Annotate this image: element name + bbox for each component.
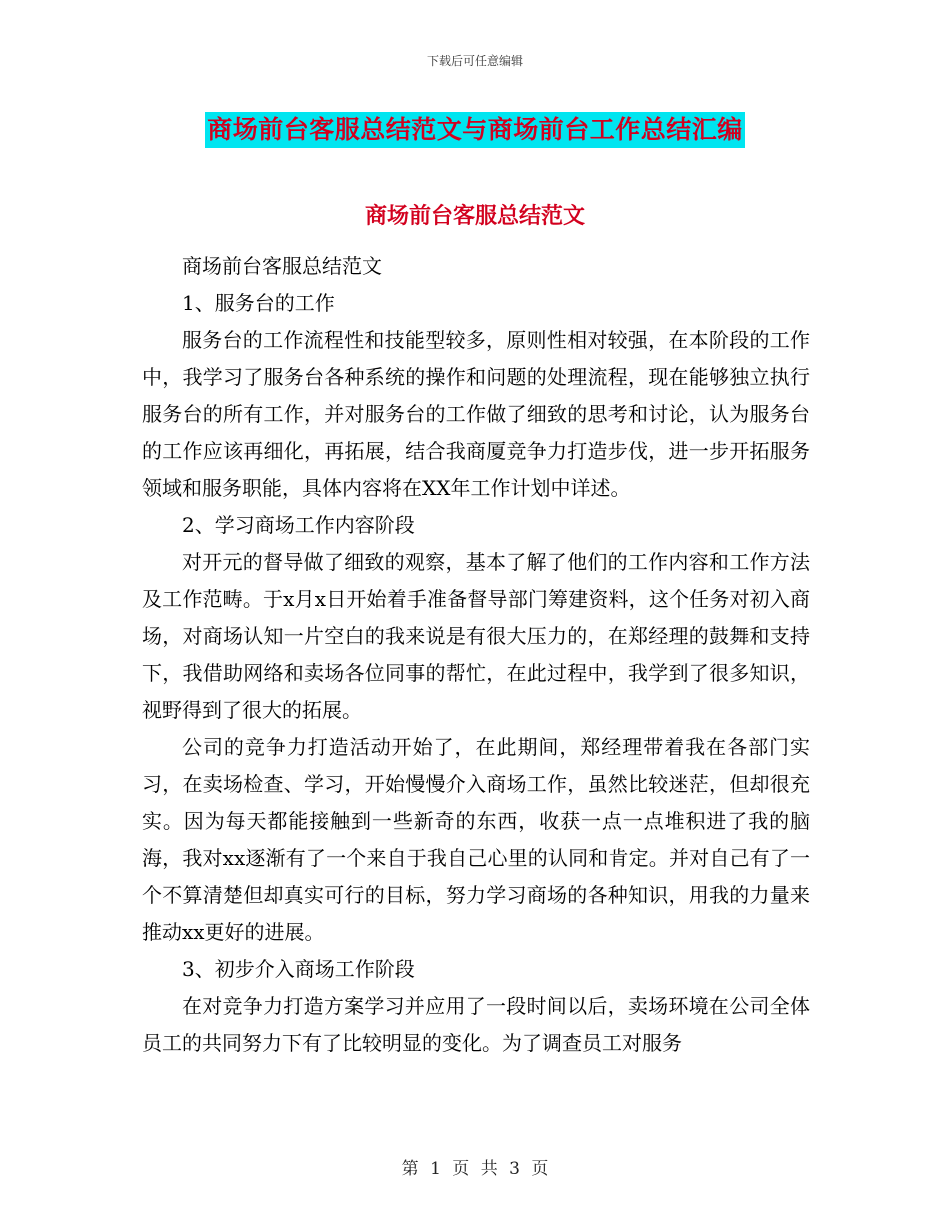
page-footer-page-number: 第 1 页 共 3 页 — [401, 1159, 549, 1179]
document-body — [142, 248, 810, 1062]
paragraph-environment-change: 在对竞争力打造方案学习并应用了一段时间以后，卖场环境在公司全体员工的共同努力下有了比较明显的变化。为了调查员工对服务 — [142, 994, 810, 1055]
document-title: 商场前台客服总结范文与商场前台工作总结汇编 — [205, 112, 745, 148]
paragraph-service-desk: 服务台的工作流程性和技能型较多，原则性相对较强，在本阶段的工作中，我学习了服务台各种系统的操作和问题的处理流程，现在能够独立执行服务台的所有工作，并对服务台的工作做了细致的思考和讨论，认为服务台的工作应该再细化，再拓展，结合我商厦竞争力打造步伐，进一步开拓服务领域和服务职能，具体内容将在XX年工作计划中详述。 — [142, 328, 810, 500]
paragraph-intro: 商场前台客服总结范文 — [182, 254, 382, 278]
section-title: 商场前台客服总结范文 — [364, 203, 585, 229]
heading-learning-stage: 2、学习商场工作内容阶段 — [182, 513, 415, 537]
page-header-note: 下载后可任意编辑 — [426, 54, 523, 68]
paragraph-competitiveness: 公司的竞争力打造活动开始了，在此期间，郑经理带着我在各部门实习，在卖场检查、学习，开始慢慢介入商场工作，虽然比较迷茫，但却很充实。因为每天都能接触到一些新奇的东西，收获一点一点堆积进了我的脑海，我对xx逐渐有了一个来自于我自己心里的认同和肯定。并对自己有了一个不算清楚但却真实可行的目标，努力学习商场的各种知识，用我的力量来推动xx更好的进展。 — [142, 735, 810, 944]
document-title-container — [0, 112, 950, 148]
paragraph-supervision: 对开元的督导做了细致的观察，基本了解了他们的工作内容和工作方法及工作范畴。于x月x日开始着手准备督导部门筹建资料，这个任务对初入商场，对商场认知一片空白的我来说是有很大压力的，在郑经理的鼓舞和支持下，我借助网络和卖场各位同事的帮忙，在此过程中，我学到了很多知识，视野得到了很大的拓展。 — [142, 550, 810, 722]
heading-service-desk-work: 1、服务台的工作 — [182, 291, 335, 315]
heading-initial-involvement: 3、初步介入商场工作阶段 — [182, 957, 415, 981]
